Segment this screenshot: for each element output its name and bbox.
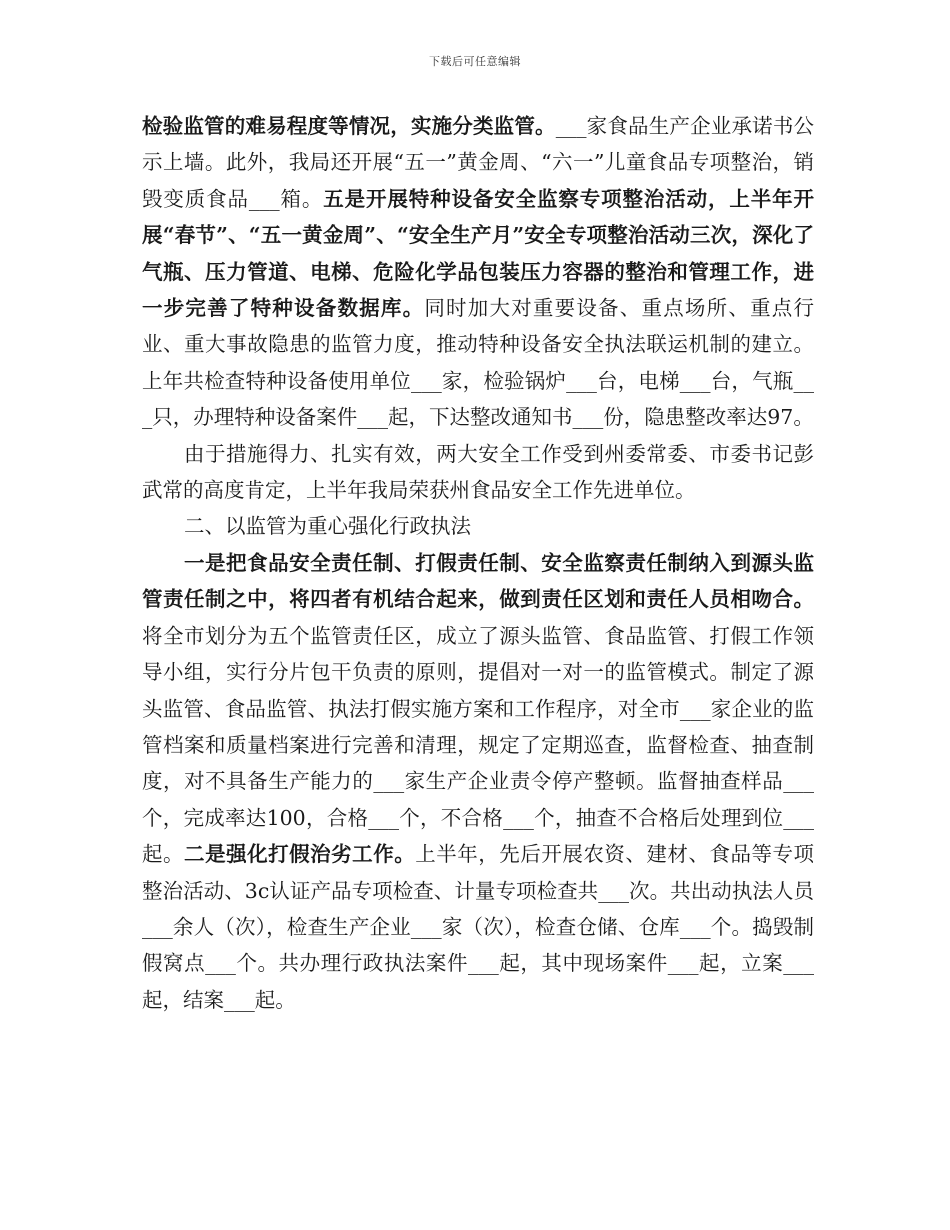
document-body [142,108,814,1018]
page-header: 下载后可任意编辑 [429,55,521,68]
bold-text: 一是把食品安全责任制、打假责任制、安全监察责任制纳入到源头监管责任制之中，将四者有机结合起来，做到责任区划和责任人员相吻合。 [142,550,814,612]
bold-text: 二是强化打假治劣工作。 [184,842,416,867]
bold-text: 五是开展特种设备安全监察专项整治活动，上半年开展“春节”、“五一黄金周”、“安全生产月”安全专项整治活动三次，深化了气瓶、压力管道、电梯、危险化学品包装压力容器的整治和管理工作，进一步完善了特种设备数据库。 [142,186,814,321]
paragraph [142,436,814,509]
body-text: 由于措施得力、扎实有效，两大安全工作受到州委常委、市委书记彭武常的高度肯定，上半年我局荣获州食品安全工作先进单位。 [142,441,814,503]
bold-text: 检验监管的难易程度等情况，实施分类监管。 [142,114,556,138]
body-text: 上半年，先后开展农资、建材、食品等专项整治活动、3c认证产品专项检查、计量专项检查共___次。共出动执法人员___余人（次），检查生产企业___家（次），检查仓储、仓库___个。捣毁制假窝点___个。共办理行政执法案件___起，其中现场案件___起，立案___起，结案___起。 [142,842,815,1012]
body-text: 同时加大对重要设备、重点场所、重点行业、重大事故隐患的监管力度，推动特种设备安全执法联运机制的建立。上年共检查特种设备使用单位___家，检验锅炉___台，电梯___台，气瓶___只，办理特种设备案件___起，下达整改通知书___份，隐患整改率达97。 [142,296,815,430]
heading-text: 二、以监管为重心强化行政执法 [184,514,471,539]
body-text: 将全市划分为五个监管责任区，成立了源头监管、食品监管、打假工作领导小组，实行分片包干负责的原则，提倡对一对一的监管模式。制定了源头监管、食品监管、执法打假实施方案和工作程序，对全市___家企业的监管档案和质量档案进行完善和清理，规定了定期巡查，监督检查、抽查制度，对不具备生产能力的___家生产企业责令停产整顿。监督抽查样品___个，完成率达100，合格___个，不合格___个，抽查不合格后处理到位___起。 [142,623,814,867]
paragraph [142,545,814,1018]
section-heading [142,508,814,544]
paragraph [142,108,814,436]
body-text: ___家食品生产企业承诺书公示上墙。此外，我局还开展“五一”黄金周、“六一”儿童食品专项整治，销毁变质食品___箱。 [142,114,815,211]
